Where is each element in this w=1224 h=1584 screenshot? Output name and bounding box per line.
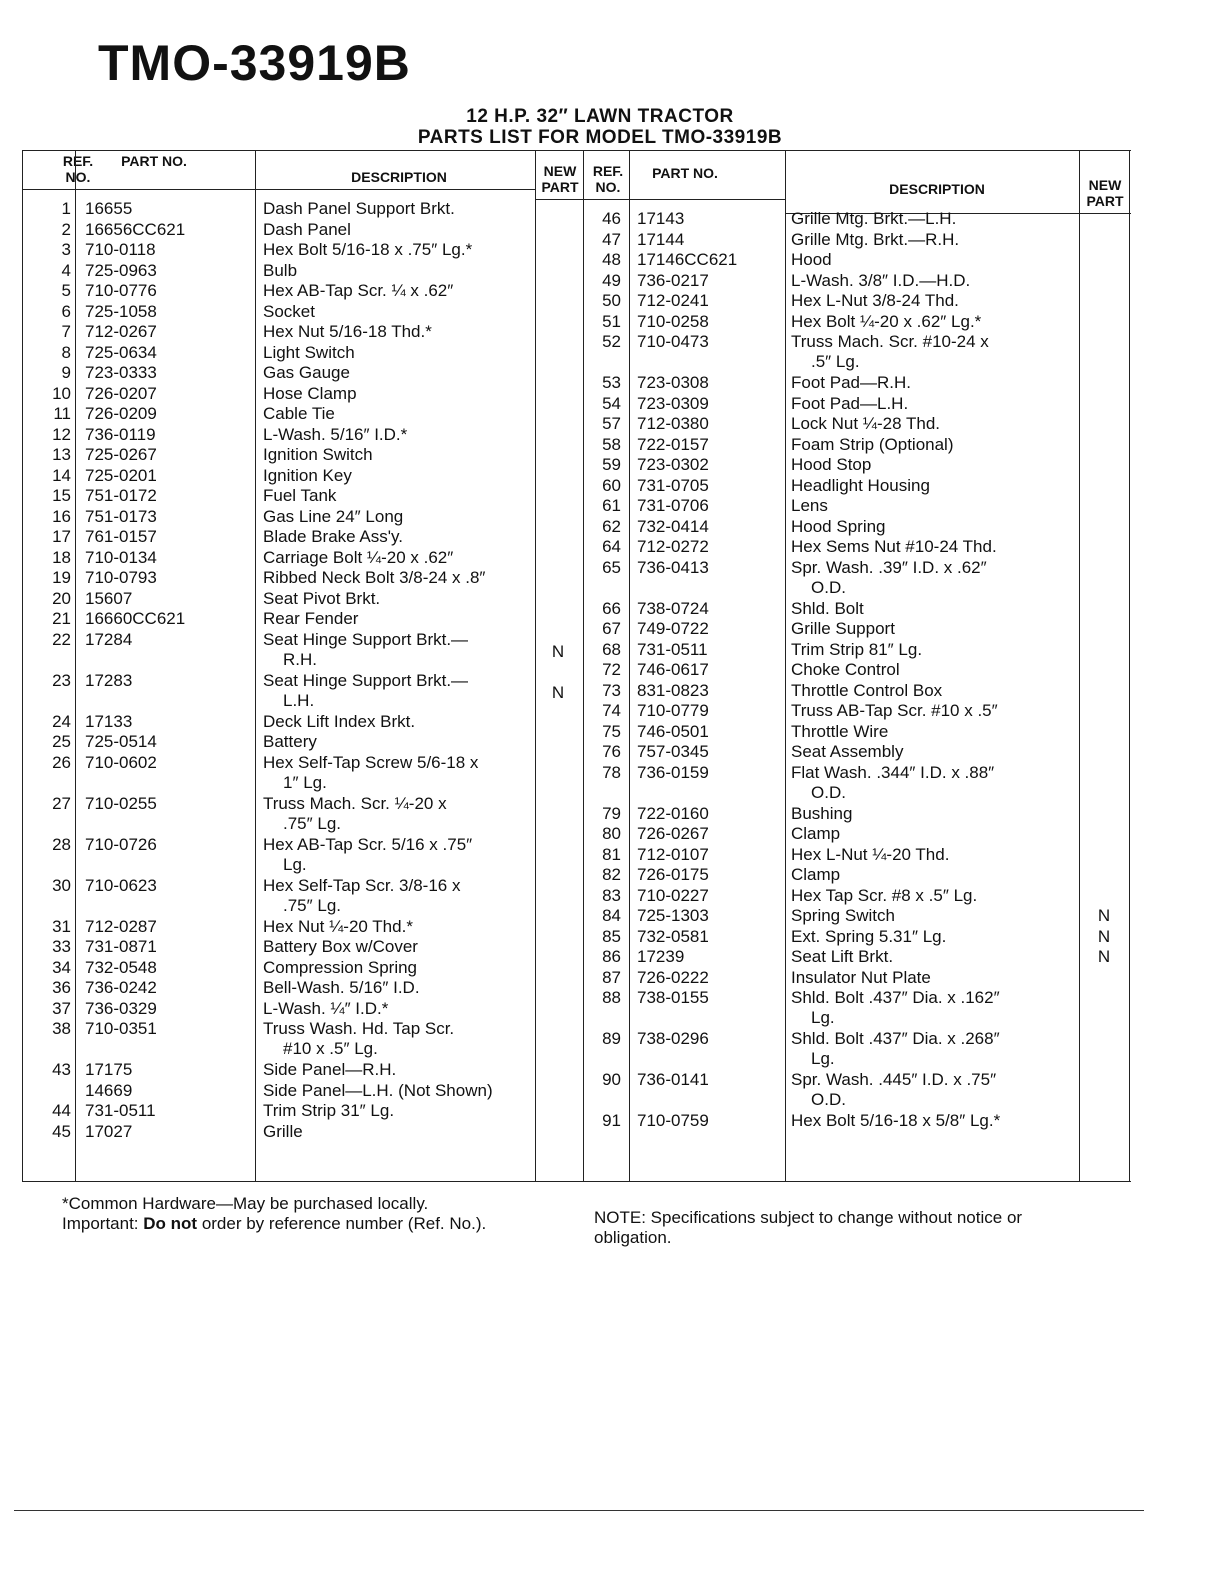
ref-number: 58 [602, 434, 621, 454]
ref-number: 28 [52, 834, 71, 854]
part-description-continued: .5″ Lg. [811, 352, 860, 371]
part-number: 736-0242 [85, 978, 157, 997]
part-number: 710-0623 [85, 875, 157, 895]
part-number: 710-0258 [637, 311, 709, 331]
part-description: Hex Bolt 5/16-18 x .75″ Lg.* [263, 240, 473, 259]
ref-number: 33 [52, 937, 71, 956]
ref-number: 86 [602, 947, 621, 966]
specifications-note: NOTE: Specifications subject to change without notice or obligation. [594, 1208, 1023, 1247]
part-description: Truss Wash. Hd. Tap Scr. [263, 1019, 455, 1038]
part-number: 723-0333 [85, 363, 157, 382]
ref-number: 85 [602, 926, 621, 946]
ref-number: 89 [602, 1029, 621, 1048]
part-number: 17175 [85, 1060, 133, 1079]
part-description: Grille Support [791, 619, 895, 638]
part-number: 712-0267 [85, 322, 157, 341]
ref-number: 74 [602, 701, 621, 720]
ref-number: 9 [61, 363, 71, 382]
ref-number: 4 [61, 260, 71, 280]
part-description: Spr. Wash. .39″ I.D. x .62″ [791, 557, 987, 577]
part-number: 710-0118 [85, 240, 156, 259]
part-description-continued: .75″ Lg. [283, 813, 342, 833]
part-description: Gas Gauge [263, 363, 350, 382]
part-number: 725-0201 [85, 465, 157, 485]
part-number: 738-0155 [637, 988, 709, 1007]
part-description: Hex Tap Scr. #8 x .5″ Lg. [791, 885, 978, 905]
col-divider [535, 151, 536, 1181]
page-bottom-rule [14, 1510, 1144, 1511]
new-part-flag: N [1097, 947, 1111, 966]
ref-number: 12 [52, 424, 71, 444]
part-description: Hex Bolt ¼-20 x .62″ Lg.* [791, 311, 982, 331]
col-divider [1129, 151, 1130, 1181]
part-description: L-Wash. 3/8″ I.D.—H.D. [791, 270, 971, 290]
part-number: 732-0581 [637, 926, 709, 946]
header-rule-middle [535, 199, 785, 200]
part-description: Ext. Spring 5.31″ Lg. [791, 926, 947, 946]
ref-number: 79 [602, 803, 621, 823]
ref-number: 31 [52, 916, 71, 936]
part-number: 710-0793 [85, 568, 157, 587]
ref-number: 30 [52, 875, 71, 895]
ref-number: 57 [602, 414, 621, 433]
part-number: 726-0209 [85, 404, 157, 423]
part-number: 732-0414 [637, 516, 709, 536]
part-description: Insulator Nut Plate [791, 967, 931, 987]
part-number: 723-0308 [637, 373, 709, 392]
ref-number: 7 [61, 322, 71, 341]
ref-number: 81 [602, 844, 621, 864]
part-description: Blade Brake Ass'y. [263, 527, 403, 546]
part-number: 17027 [85, 1121, 133, 1141]
part-number: 731-0871 [85, 937, 157, 956]
important-note: Important: Do not order by reference number (Ref. No.). [62, 1214, 487, 1233]
part-description: Truss AB-Tap Scr. #10 x .5″ [791, 701, 998, 720]
part-description: Hex Nut 5/16-18 Thd.* [263, 322, 432, 341]
header-ref-no: REF. NO. [62, 153, 94, 185]
ref-number: 91 [602, 1111, 621, 1130]
ref-number: 8 [61, 342, 71, 362]
ref-number: 82 [602, 865, 621, 884]
part-number: 761-0157 [85, 527, 157, 546]
part-number: 17283 [85, 670, 133, 690]
part-description: Hood Spring [791, 516, 886, 536]
part-number: 710-0779 [637, 701, 709, 720]
part-number: 725-0963 [85, 260, 157, 280]
part-description-continued: R.H. [283, 649, 317, 669]
part-description: Hex Self-Tap Scr. 3/8-16 x [263, 875, 461, 895]
part-description: Seat Lift Brkt. [791, 947, 894, 966]
ref-number: 17 [52, 527, 71, 546]
ref-number: 1 [61, 199, 71, 218]
ref-number: 51 [602, 311, 621, 331]
col-divider [1079, 151, 1080, 1181]
part-description: Seat Hinge Support Brkt.— [263, 629, 469, 649]
part-number: 757-0345 [637, 742, 709, 761]
part-description: Spr. Wash. .445″ I.D. x .75″ [791, 1070, 997, 1089]
part-number: 16656CC621 [85, 219, 186, 239]
model-title: TMO-33919B [98, 35, 411, 91]
ref-number: 64 [602, 537, 621, 556]
part-description: Lens [791, 496, 828, 515]
part-description: Ignition Switch [263, 445, 373, 464]
ref-number: 46 [602, 209, 621, 228]
ref-number: 78 [602, 762, 621, 782]
ref-number: 18 [52, 547, 71, 567]
part-description-continued: 1″ Lg. [283, 772, 327, 792]
ref-number: 43 [52, 1060, 71, 1079]
ref-number: 73 [602, 680, 621, 700]
part-number: 17143 [637, 209, 685, 228]
ref-number: 67 [602, 619, 621, 638]
part-description: Shld. Bolt .437″ Dia. x .268″ [791, 1029, 1000, 1048]
part-description: Deck Lift Index Brkt. [263, 711, 416, 731]
part-description: Seat Hinge Support Brkt.— [263, 670, 469, 690]
part-number: 736-0413 [637, 557, 709, 577]
document-subtitle: 12 H.P. 32″ LAWN TRACTOR [466, 106, 734, 127]
ref-number: 88 [602, 988, 621, 1007]
part-description: Hex L-Nut 3/8-24 Thd. [791, 291, 959, 310]
ref-number: 60 [602, 475, 621, 495]
part-number: 738-0724 [637, 598, 709, 618]
header-description: DESCRIPTION [351, 169, 447, 185]
ref-number: 87 [602, 967, 621, 987]
part-number: 16660CC621 [85, 609, 186, 628]
ref-number: 11 [53, 404, 71, 423]
part-number: 725-0267 [85, 445, 157, 464]
part-description-continued: Lg. [811, 1008, 835, 1027]
part-number: 712-0380 [637, 414, 709, 433]
part-description: Headlight Housing [791, 475, 930, 495]
part-number: 731-0511 [85, 1101, 156, 1120]
part-description: Lock Nut ¼-28 Thd. [791, 414, 940, 433]
ref-number: 61 [602, 496, 621, 515]
part-number: 751-0172 [85, 486, 157, 505]
ref-number: 65 [602, 557, 621, 577]
part-description: Battery Box w/Cover [263, 937, 418, 956]
part-description-continued: Lg. [811, 1049, 835, 1068]
part-description: Battery [263, 732, 317, 751]
part-description: Bell-Wash. 5/16″ I.D. [263, 978, 420, 997]
ref-number: 53 [602, 373, 621, 392]
part-number: 736-0329 [85, 998, 157, 1018]
ref-number: 22 [52, 629, 71, 649]
part-description: Ribbed Neck Bolt 3/8-24 x .8″ [263, 568, 486, 587]
ref-number: 62 [602, 516, 621, 536]
part-description: Rear Fender [263, 609, 359, 628]
part-description: Hex Nut ¼-20 Thd.* [263, 916, 413, 936]
ref-number: 68 [602, 639, 621, 659]
part-number: 17239 [637, 947, 685, 966]
ref-number: 6 [61, 301, 71, 321]
footnote [62, 1194, 522, 1234]
part-number: 725-0514 [85, 732, 157, 751]
part-number: 723-0302 [637, 455, 709, 474]
ref-number: 3 [61, 240, 71, 259]
new-part-flag: N [1097, 926, 1111, 946]
col-divider [75, 151, 76, 1181]
part-number: 710-0602 [85, 752, 157, 772]
ref-number: 34 [52, 957, 71, 977]
part-number: 726-0175 [637, 865, 709, 884]
part-description-continued: O.D. [811, 782, 846, 802]
parts-table [22, 150, 1131, 1182]
part-description: Side Panel—L.H. (Not Shown) [263, 1080, 493, 1100]
part-number: 736-0217 [637, 270, 709, 290]
part-number: 725-0634 [85, 342, 157, 362]
ref-number: 37 [52, 998, 71, 1018]
part-description: Hood [791, 250, 832, 269]
part-description: Foot Pad—L.H. [791, 393, 909, 413]
ref-number: 27 [52, 793, 71, 813]
part-description: Carriage Bolt ¼-20 x .62″ [263, 547, 454, 567]
part-number: 710-0759 [637, 1111, 709, 1130]
ref-number: 59 [602, 455, 621, 474]
part-description-continued: Lg. [283, 854, 307, 874]
part-number: 736-0119 [85, 424, 156, 444]
ref-number: 23 [52, 670, 71, 690]
col-divider [629, 151, 630, 1181]
part-number: 732-0548 [85, 957, 157, 977]
ref-number: 25 [52, 732, 71, 751]
part-number: 712-0107 [637, 844, 709, 864]
part-description: Side Panel—R.H. [263, 1060, 397, 1079]
part-description: Hex AB-Tap Scr. ¼ x .62″ [263, 281, 454, 300]
part-description: Truss Mach. Scr. #10-24 x [791, 332, 989, 351]
part-number: 746-0501 [637, 721, 709, 741]
part-description: Fuel Tank [263, 486, 337, 505]
part-number: 725-1058 [85, 301, 157, 321]
header-ref-no-right: REF. NO. [592, 163, 624, 195]
part-number: 749-0722 [637, 619, 709, 638]
part-description: Seat Assembly [791, 742, 904, 761]
part-description: Clamp [791, 865, 841, 884]
new-part-flag: N [1097, 906, 1111, 925]
part-description: Socket [263, 301, 315, 321]
part-number: 16655 [85, 199, 133, 218]
ref-number: 20 [52, 588, 71, 608]
ref-number: 90 [602, 1070, 621, 1089]
new-part-flag: N [551, 641, 565, 661]
part-number: 731-0511 [637, 639, 708, 659]
part-description: Compression Spring [263, 957, 418, 977]
part-description: Trim Strip 31″ Lg. [263, 1101, 395, 1120]
part-number: 736-0141 [637, 1070, 709, 1089]
part-number: 14669 [85, 1080, 133, 1100]
part-description: Light Switch [263, 342, 355, 362]
ref-number: 26 [52, 752, 71, 772]
part-number: 738-0296 [637, 1029, 709, 1048]
ref-number: 14 [52, 465, 71, 485]
part-description: Clamp [791, 824, 841, 843]
ref-number: 19 [52, 568, 71, 587]
ref-number: 36 [52, 978, 71, 997]
part-number: 712-0272 [637, 537, 709, 556]
part-number: 731-0705 [637, 475, 709, 495]
part-description: Grille Mtg. Brkt.—R.H. [791, 229, 960, 249]
parts-list-title: PARTS LIST FOR MODEL TMO-33919B [417, 127, 783, 148]
part-description: Truss Mach. Scr. ¼-20 x [263, 793, 447, 813]
part-description: Grille [263, 1121, 303, 1141]
part-description: Throttle Wire [791, 721, 889, 741]
part-description: L-Wash. 5/16″ I.D.* [263, 424, 408, 444]
ref-number: 54 [602, 393, 621, 413]
part-number: 726-0267 [637, 824, 709, 843]
part-number: 710-0351 [85, 1019, 157, 1038]
part-description-continued: .75″ Lg. [283, 895, 342, 915]
part-number: 710-0726 [85, 834, 157, 854]
ref-number: 13 [52, 445, 71, 464]
ref-number: 84 [602, 906, 621, 925]
ref-number: 5 [61, 281, 71, 300]
part-description: Seat Pivot Brkt. [263, 588, 381, 608]
part-description: Throttle Control Box [791, 680, 943, 700]
part-number: 723-0309 [637, 393, 709, 413]
part-number: 17144 [637, 229, 685, 249]
part-description: Ignition Key [263, 465, 352, 485]
part-description: Hood Stop [791, 455, 872, 474]
ref-number: 24 [52, 711, 71, 731]
header-new-part-right: NEW PART [1086, 177, 1124, 209]
part-number: 15607 [85, 588, 133, 608]
common-hardware-note: *Common Hardware—May be purchased locally. [62, 1194, 429, 1213]
ref-number: 76 [602, 742, 621, 761]
ref-number: 52 [602, 332, 621, 351]
part-description: Hex L-Nut ¼-20 Thd. [791, 844, 950, 864]
ref-number: 16 [52, 506, 71, 526]
part-description: Grille Mtg. Brkt.—L.H. [791, 209, 957, 228]
part-description: Hex AB-Tap Scr. 5/16 x .75″ [263, 834, 473, 854]
part-number: 17146CC621 [637, 250, 738, 269]
part-number: 710-0473 [637, 332, 709, 351]
part-description: Hex Self-Tap Screw 5/6-18 x [263, 752, 479, 772]
ref-number: 66 [602, 598, 621, 618]
ref-number: 50 [602, 291, 621, 310]
part-number: 731-0706 [637, 496, 709, 515]
header-description-right: DESCRIPTION [889, 181, 985, 197]
part-description-continued: O.D. [811, 1090, 846, 1109]
part-number: 712-0287 [85, 916, 157, 936]
part-number: 712-0241 [637, 291, 709, 310]
part-description: Hose Clamp [263, 383, 357, 403]
ref-number: 83 [602, 885, 621, 905]
ref-number: 49 [602, 270, 621, 290]
part-description: Trim Strip 81″ Lg. [791, 639, 923, 659]
part-description: Choke Control [791, 660, 900, 679]
part-number: 751-0173 [85, 506, 157, 526]
part-description: Cable Tie [263, 404, 335, 423]
part-description: Foam Strip (Optional) [791, 434, 954, 454]
header-rule-left [23, 189, 535, 190]
part-number: 722-0157 [637, 434, 709, 454]
part-number: 710-0134 [85, 547, 157, 567]
col-divider [785, 151, 786, 1181]
part-description: Spring Switch [791, 906, 895, 925]
header-new-part: NEW PART [541, 163, 579, 195]
part-description: Flat Wash. .344″ I.D. x .88″ [791, 762, 995, 782]
part-description: Shld. Bolt [791, 598, 864, 618]
part-description: Gas Line 24″ Long [263, 506, 404, 526]
part-description-continued: O.D. [811, 577, 846, 597]
part-number: 726-0222 [637, 967, 709, 987]
part-description: Dash Panel [263, 219, 351, 239]
part-description: Bushing [791, 803, 853, 823]
part-number: 736-0159 [637, 762, 709, 782]
part-number: 710-0255 [85, 793, 157, 813]
part-number: 710-0227 [637, 885, 709, 905]
ref-number: 15 [52, 486, 71, 505]
part-number: 746-0617 [637, 660, 709, 679]
part-number: 710-0776 [85, 281, 157, 300]
part-description: Foot Pad—R.H. [791, 373, 911, 392]
part-description-continued: #10 x .5″ Lg. [283, 1039, 378, 1058]
part-description-continued: L.H. [283, 690, 315, 710]
ref-number: 21 [52, 609, 71, 628]
ref-number: 80 [602, 824, 621, 843]
ref-number: 44 [52, 1101, 71, 1120]
part-description: Shld. Bolt .437″ Dia. x .162″ [791, 988, 1000, 1007]
ref-number: 10 [52, 383, 71, 403]
col-divider [255, 151, 256, 1181]
part-number: 831-0823 [637, 680, 709, 700]
part-number: 17284 [85, 629, 133, 649]
ref-number: 38 [52, 1019, 71, 1038]
ref-number: 48 [602, 250, 621, 269]
ref-number: 47 [602, 229, 621, 249]
ref-number: 75 [602, 721, 621, 741]
ref-number: 45 [52, 1121, 71, 1141]
part-description: Hex Sems Nut #10-24 Thd. [791, 537, 997, 556]
part-number: 722-0160 [637, 803, 709, 823]
header-part-no-right: PART NO. [652, 165, 718, 181]
part-description: Hex Bolt 5/16-18 x 5/8″ Lg.* [791, 1111, 1001, 1130]
part-description: Bulb [263, 260, 298, 280]
part-description: Dash Panel Support Brkt. [263, 199, 455, 218]
ref-number: 72 [602, 660, 621, 679]
part-number: 725-1303 [637, 906, 709, 925]
part-number: 726-0207 [85, 383, 157, 403]
header-part-no: PART NO. [121, 153, 187, 169]
part-description: L-Wash. ¼″ I.D.* [263, 998, 389, 1018]
ref-number: 2 [61, 219, 71, 239]
part-number: 17133 [85, 711, 133, 731]
new-part-flag: N [551, 682, 565, 702]
